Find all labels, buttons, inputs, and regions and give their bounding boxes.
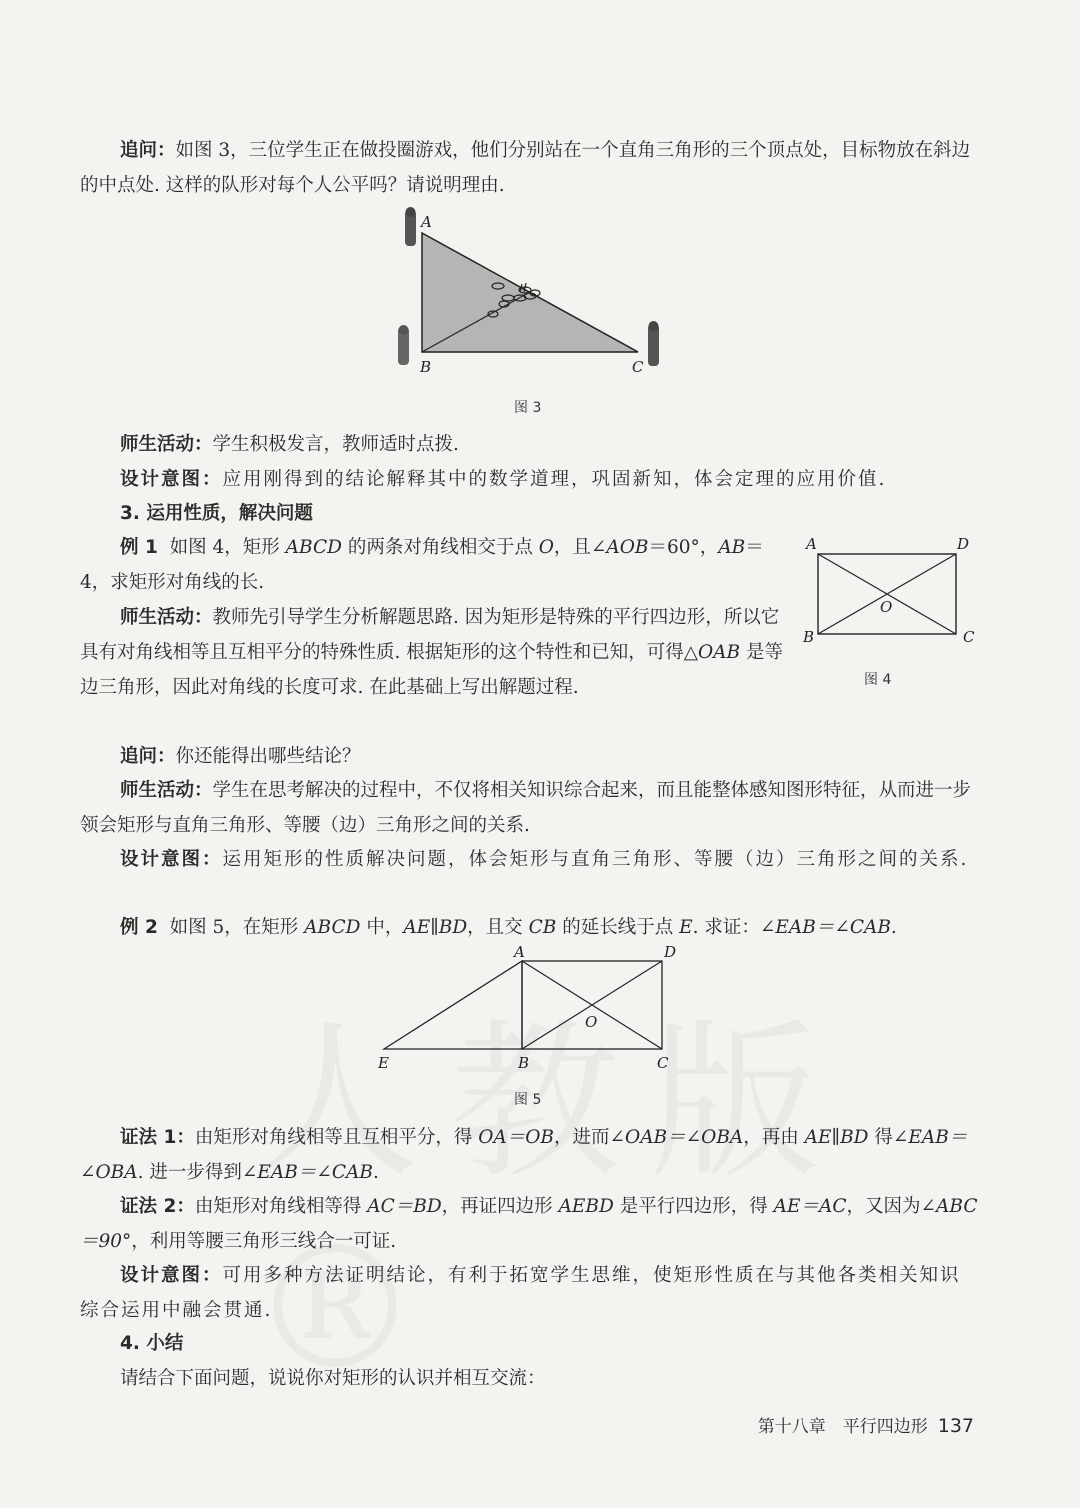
activity-paragraph-2 (80, 600, 785, 705)
proof-1-m2: ∠OAB＝∠OBA (609, 1127, 744, 1148)
example-1-paragraph (80, 530, 785, 600)
example-2-text-c: ，且交 (467, 917, 529, 938)
fig5-label-b: B (518, 1054, 530, 1072)
design-intent-paragraph-1 (80, 462, 980, 497)
proof-1-m1: OA＝OB (478, 1127, 555, 1148)
example-2-label: 例 2 (120, 917, 158, 938)
fig4-label-c: C (963, 628, 975, 646)
design-intent-paragraph-2 (80, 842, 980, 877)
fig4-label-o: O (880, 598, 893, 616)
fig4-label-d: D (957, 535, 970, 553)
section-3-heading: 3. 运用性质，解决问题 (120, 503, 313, 524)
example-1-text-e: ＝4，求矩形对角线的长. (80, 537, 764, 593)
design-intent-label: 设计意图： (120, 469, 223, 490)
example-2-abcd: ABCD (304, 917, 361, 938)
figure-3-triangle (380, 200, 680, 385)
follow-up-paragraph-1 (80, 133, 980, 203)
figure-4-rectangle (800, 532, 985, 652)
closing-paragraph: 请结合下面问题，说说你对矩形的认识并相互交流： (120, 1368, 546, 1389)
example-2-text-b: 中， (360, 917, 404, 938)
design-intent-text: 应用刚得到的结论解释其中的数学道理，巩固新知，体会定理的应用价值. (222, 469, 887, 490)
fig5-label-o: O (585, 1013, 598, 1031)
design-intent-label-3: 设计意图： (120, 1265, 223, 1286)
proof-2-text-c: 是平行四边形，得 (613, 1196, 774, 1217)
proof-1-text-c: ，再由 (743, 1127, 805, 1148)
proof-1-text-b: ，进而 (554, 1127, 610, 1148)
example-2-ae-bd: AE∥BD (403, 917, 468, 938)
proof-1-text-d: 得 (868, 1127, 893, 1148)
design-intent-text-3: 可用多种方法证明结论，有利于拓宽学生思维，使矩形性质在与其他各类相关知识综合运用中融会贯通. (80, 1265, 961, 1321)
proof-2-paragraph (80, 1189, 980, 1259)
proof-1-label: 证法 1： (120, 1127, 195, 1148)
example-2-e: E (679, 917, 693, 938)
example-1-text-d: ＝60°， (648, 537, 719, 558)
example-1-text-b: 的两条对角线相交于点 (341, 537, 539, 558)
example-1-text-a: 如图 4，矩形 (169, 537, 286, 558)
follow-up-paragraph-2 (80, 739, 980, 774)
student-figure-b (398, 325, 409, 365)
student-figure-c (648, 321, 659, 366)
follow-up-label: 追问： (120, 140, 176, 161)
follow-up-text-2: 你还能得出哪些结论？ (175, 746, 361, 767)
fig4-label-a: A (806, 535, 817, 553)
activity-2-text-a: 教师先引导学生分析解题思路. 因为矩形是特殊的平行四边形，所以它具有对角线相等且互相平分的特殊性质. 根据矩形的这个特性和已知，可得△ (80, 607, 780, 663)
fig5-label-a: A (514, 945, 525, 961)
fig5-label-c: C (657, 1054, 669, 1072)
design-intent-paragraph-3 (80, 1258, 980, 1328)
design-intent-text-2: 运用矩形的性质解决问题，体会矩形与直角三角形、等腰（边）三角形之间的关系. (222, 849, 969, 870)
proof-1-m5: ∠EAB＝∠CAB (241, 1162, 373, 1183)
fig4-label-b: B (803, 628, 815, 646)
activity-2-oab: OAB (698, 642, 741, 663)
proof-1-text-f: . (372, 1162, 379, 1183)
activity-paragraph-3 (80, 773, 980, 843)
activity-label-3: 师生活动： (120, 780, 213, 801)
example-2-paragraph (80, 910, 980, 945)
proof-2-m3: AE＝AC (773, 1196, 847, 1217)
activity-3-text: 学生在思考解决的过程中，不仅将相关知识综合起来，而且能整体感知图形特征，从而进一步领会矩形与直角三角形、等腰（边）三角形之间的关系. (80, 780, 972, 836)
fig5-label-e: E (378, 1054, 389, 1072)
student-figure-a (405, 207, 416, 246)
example-2-text-d: 的延长线于点 (556, 917, 680, 938)
follow-up-label-2: 追问： (120, 746, 176, 767)
activity-text: 学生积极发言，教师适时点拨. (212, 434, 459, 455)
follow-up-text: 如图 3，三位学生正在做投圈游戏，他们分别站在一个直角三角形的三个顶点处，目标物放在斜边的中点处. 这样的队形对每个人公平吗？请说明理由. (80, 140, 971, 196)
fig3-label-b: B (420, 358, 432, 376)
activity-paragraph-1 (80, 427, 980, 462)
example-2-text-e: . 求证： (692, 917, 760, 938)
example-2-text-a: 如图 5，在矩形 (169, 917, 305, 938)
section-4-heading: 4. 小结 (120, 1333, 184, 1354)
proof-2-label: 证法 2： (120, 1196, 195, 1217)
figure-3-caption: 图 3 (514, 400, 542, 416)
figure-4-caption: 图 4 (864, 672, 892, 688)
proof-1-paragraph (80, 1120, 980, 1190)
activity-label: 师生活动： (120, 434, 213, 455)
example-1-o: O (538, 537, 554, 558)
design-intent-label-2: 设计意图： (120, 849, 223, 870)
example-1-aob: AOB (606, 537, 649, 558)
page-footer (758, 1412, 974, 1437)
example-1-label: 例 1 (120, 537, 158, 558)
example-1-abcd: ABCD (285, 537, 342, 558)
proof-2-text-b: ，再证四边形 (441, 1196, 559, 1217)
proof-2-text-e: ，利用等腰三角形三线合一可证. (131, 1231, 397, 1252)
page-number: 137 (937, 1415, 974, 1437)
figure-5-caption: 图 5 (514, 1092, 542, 1108)
proof-1-m3: AE∥BD (804, 1127, 869, 1148)
fig3-label-c: C (632, 358, 644, 376)
figure-5-diagram (370, 945, 690, 1075)
proof-1-m4: ∠EAB＝∠OBA (80, 1127, 968, 1183)
proof-2-m1: AC＝BD (367, 1196, 442, 1217)
chapter-title: 第十八章 平行四边形 (757, 1417, 928, 1437)
proof-1-text-a: 由矩形对角线相等且互相平分，得 (194, 1127, 479, 1148)
proof-2-text-a: 由矩形对角线相等得 (194, 1196, 368, 1217)
proof-2-text-d: ，又因为 (846, 1196, 921, 1217)
example-1-text-c: ，且∠ (553, 537, 607, 558)
activity-2-text-b: 是等边三角形，因此对角线的长度可求. 在此基础上写出解题过程. (80, 642, 784, 698)
example-2-cb: CB (528, 917, 557, 938)
proof-2-m4: ∠ABC＝90° (80, 1196, 978, 1252)
example-1-ab: AB (718, 537, 746, 558)
fig5-label-d: D (664, 945, 677, 961)
activity-label-2: 师生活动： (120, 607, 213, 628)
proof-2-m2: AEBD (558, 1196, 614, 1217)
proof-1-text-e: . 进一步得到 (137, 1162, 242, 1183)
example-2-goal: ∠EAB＝∠CAB. (759, 917, 897, 938)
fig3-label-a: A (421, 213, 432, 231)
triangle-eab (384, 961, 522, 1049)
